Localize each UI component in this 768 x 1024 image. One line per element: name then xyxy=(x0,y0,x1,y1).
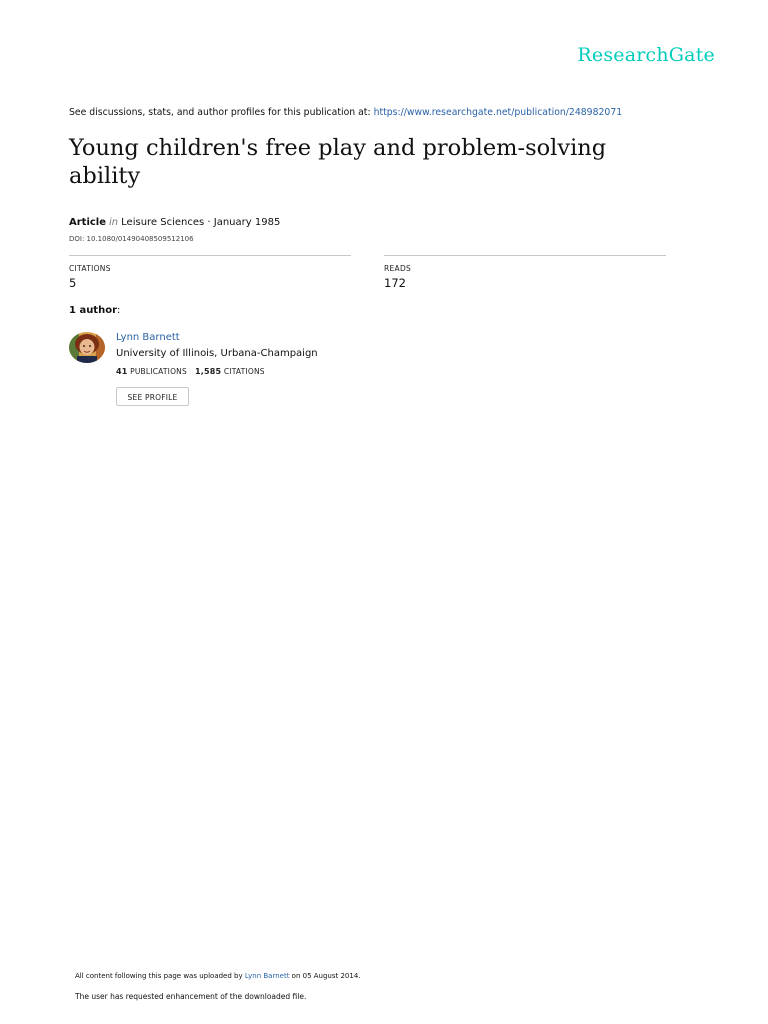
see-discussions-text: See discussions, stats, and author profiles for this publication at: xyxy=(69,107,371,118)
enhancement-note: The user has requested enhancement of the downloaded file. xyxy=(75,992,307,1001)
author-photo-icon xyxy=(69,332,105,363)
publication-link[interactable]: https://www.researchgate.net/publication/248982071 xyxy=(373,107,623,118)
avatar[interactable] xyxy=(69,332,105,363)
publication-meta xyxy=(69,217,280,228)
see-discussions-line xyxy=(69,107,622,118)
author-institution: University of Illinois, Urbana-Champaign xyxy=(116,348,318,359)
reads-value: 172 xyxy=(384,276,406,290)
author-citations-label: CITATIONS xyxy=(223,367,265,376)
citations-label: CITATIONS xyxy=(69,264,111,273)
divider-citations xyxy=(69,255,351,256)
upload-prefix: All content following this page was uploaded by xyxy=(75,972,243,980)
author-count-suffix: : xyxy=(117,305,121,316)
venue-date: Leisure Sciences · January 1985 xyxy=(121,217,281,228)
in-label: in xyxy=(109,217,119,228)
see-profile-button[interactable]: SEE PROFILE xyxy=(116,387,189,406)
divider-reads xyxy=(384,255,666,256)
uploader-link[interactable]: Lynn Barnett xyxy=(244,972,290,980)
reads-label: READS xyxy=(384,264,412,273)
upload-suffix: on 05 August 2014. xyxy=(291,972,361,980)
publications-count: 41 xyxy=(116,367,128,376)
upload-note xyxy=(75,972,361,980)
citations-value: 5 xyxy=(69,276,77,290)
author-count xyxy=(69,305,120,316)
publications-label: PUBLICATIONS xyxy=(130,367,187,376)
author-citations-count: 1,585 xyxy=(194,367,222,376)
publication-title: Young children's free play and problem-solving ability xyxy=(69,135,607,189)
doi: DOI: 10.1080/01490408509512106 xyxy=(69,235,194,243)
publication-type: Article xyxy=(69,217,107,228)
author-count-label: 1 author xyxy=(69,305,118,316)
author-name-link[interactable]: Lynn Barnett xyxy=(116,332,180,343)
author-stats xyxy=(116,367,265,376)
researchgate-logo[interactable]: ResearchGate xyxy=(577,44,715,66)
